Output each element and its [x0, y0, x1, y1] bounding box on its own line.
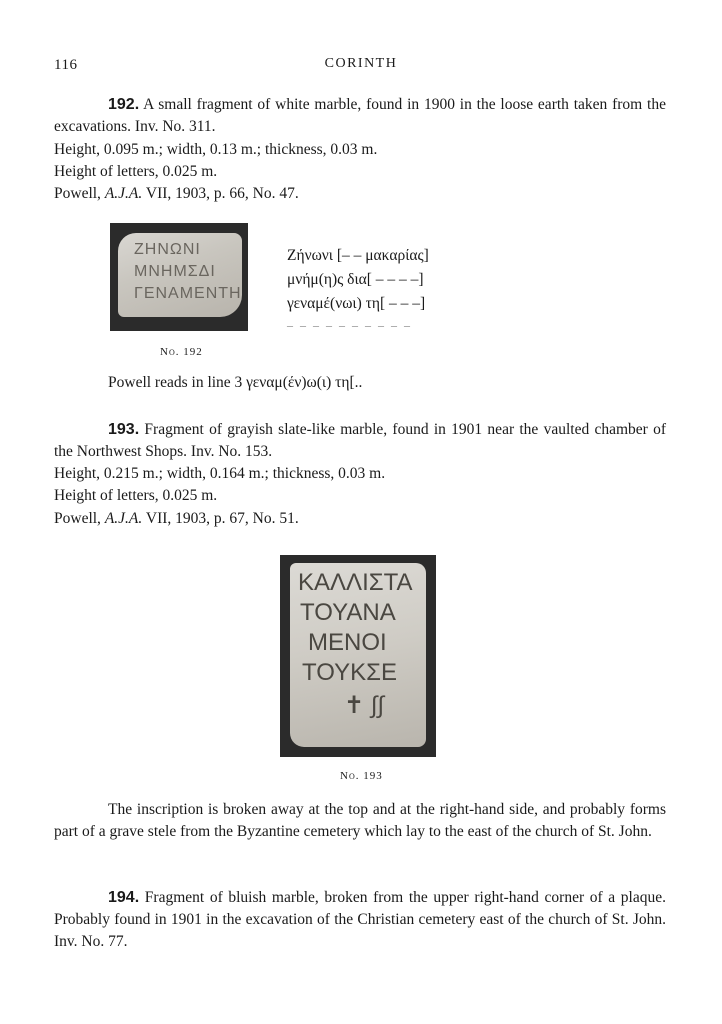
- entry-193-note: [54, 799, 666, 843]
- entry-193-reference: [54, 508, 299, 530]
- inscription-line: ΜΕΝΟΙ: [308, 629, 387, 656]
- caption-193: No. 193: [340, 770, 383, 782]
- entry-194-desc-text: Fragment of bluish marble, broken from the upper right-hand corner of a plaque. Probably found in 1901 in the excavation of the Christian cemetery east of the church of St. John. Inv. No. 77.: [54, 889, 667, 950]
- inscription-line: ΜΝΗΜΣΔΙ: [134, 263, 216, 280]
- entry-193-ref-detail: VII, 1903, p. 67, No. 51.: [145, 510, 299, 527]
- running-title: CORINTH: [324, 56, 398, 71]
- inscription-line: ΖΗΝΩΝΙ: [134, 241, 201, 258]
- entry-192-description: [54, 94, 666, 138]
- entry-192-ref-author: Powell,: [54, 185, 101, 202]
- entry-193-letter-height: Height of letters, 0.025 m.: [54, 487, 218, 504]
- entry-192-note: Powell reads in line 3 γεναμ(έν)ω(ι) τη[..: [108, 374, 363, 391]
- transcription-line-2: μνήμ(η)ς δια[ – – – –]: [287, 271, 424, 288]
- transcription-line-1: Ζήνωνι [– – μακαρίας]: [287, 247, 429, 264]
- entry-193-ref-author: Powell,: [54, 510, 101, 527]
- entry-192-ref-detail: VII, 1903, p. 66, No. 47.: [145, 185, 299, 202]
- entry-192-reference: [54, 183, 299, 205]
- entry-193-dimensions: Height, 0.215 m.; width, 0.164 m.; thickness, 0.03 m.: [54, 465, 386, 482]
- inscription-line: ✝ ∫∫: [344, 692, 384, 719]
- entry-194-description: [54, 887, 666, 953]
- entry-192-number: 192.: [108, 96, 140, 113]
- inscription-line: ΓΕΝΑΜΕΝΤΗ: [134, 285, 242, 302]
- entry-192-letter-height: Height of letters, 0.025 m.: [54, 163, 218, 180]
- entry-193-photo: [280, 555, 436, 757]
- entry-193-description: [54, 419, 666, 463]
- entry-192-photo: [110, 223, 248, 331]
- inscription-line: ΤΟΥΑΝΑ: [300, 599, 396, 626]
- inscription-line: ΤΟΥΚΣΕ: [302, 659, 397, 686]
- entry-193-number: 193.: [108, 421, 140, 438]
- entry-192-ref-journal: A.J.A.: [104, 185, 143, 202]
- entry-192-desc-text: A small fragment of white marble, found in 1900 in the loose earth taken from the excavations. Inv. No. 311.: [54, 96, 666, 135]
- inscription-line: ΚΑΛΛΙΣΤΑ: [298, 569, 413, 596]
- entry-193-note-text: The inscription is broken away at the top and at the right-hand side, and probably forms part of a grave stele from the Byzantine cemetery which lay to the east of the church of St. John.: [54, 801, 666, 840]
- caption-192: No. 192: [160, 346, 203, 358]
- marble-fragment-192: [118, 233, 242, 317]
- transcription-line-4: – – – – – – – – – –: [287, 318, 412, 332]
- entry-193-desc-text: Fragment of grayish slate-like marble, found in 1901 near the vaulted chamber of the Northwest Shops. Inv. No. 153.: [54, 421, 667, 460]
- page-number: 116: [54, 57, 78, 73]
- entry-193-ref-journal: A.J.A.: [104, 510, 143, 527]
- marble-fragment-193: [290, 563, 426, 747]
- transcription-line-3: γεναμέ(νωι) τη[ – – –]: [287, 295, 426, 312]
- entry-194-number: 194.: [108, 889, 140, 906]
- entry-192-dimensions: Height, 0.095 m.; width, 0.13 m.; thickness, 0.03 m.: [54, 141, 378, 158]
